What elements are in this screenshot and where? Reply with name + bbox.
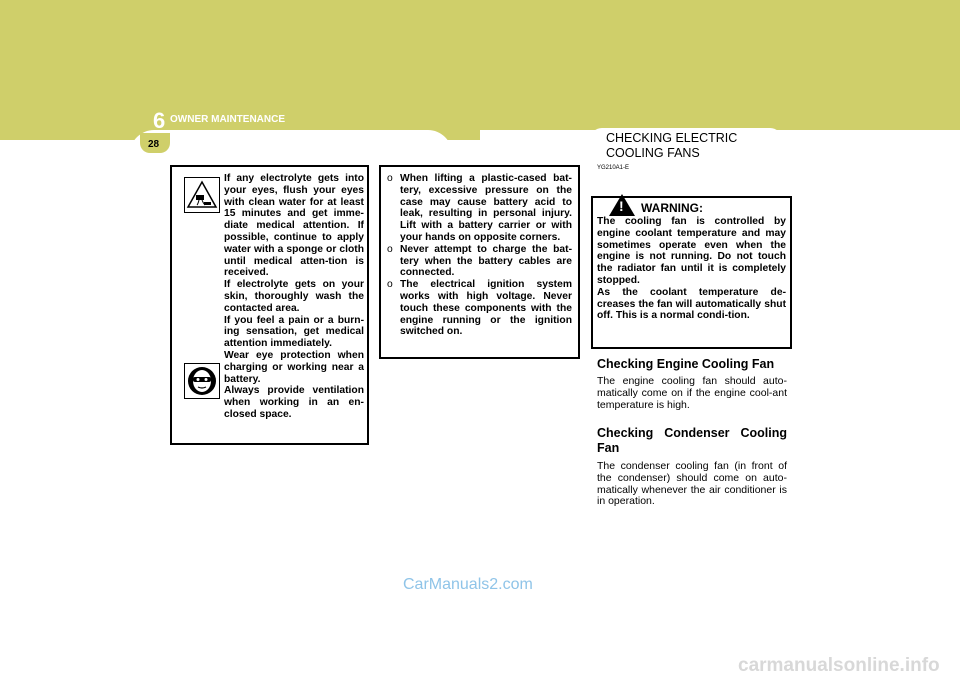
warning-exclamation: ! <box>619 198 624 214</box>
acid-hazard-icon <box>184 177 220 213</box>
electrolyte-caution-box <box>170 165 369 445</box>
bullet: o <box>387 243 393 255</box>
engine-fan-body: The engine cooling fan should auto-matically come on if the engine cool-ant temperature is high. <box>597 375 787 411</box>
caution-paragraph: If electrolyte gets on your skin, thoroughly wash the contacted area. <box>224 279 364 314</box>
condenser-fan-body: The condenser cooling fan (in front of the condenser) should come on auto-matically whenever the air conditioner is in operation. <box>597 460 787 508</box>
list-item <box>387 279 572 338</box>
watermark-link[interactable]: CarManuals2.com <box>403 576 533 593</box>
list-item-text: The electrical ignition system works with high voltage. Never touch these components with the engine running or the ignition switched on. <box>400 279 572 338</box>
battery-handling-box <box>379 165 580 359</box>
warning-label: WARNING: <box>641 201 703 215</box>
section-code: YG210A1-E <box>597 165 630 171</box>
electrolyte-caution-text <box>224 173 364 421</box>
bullet: o <box>387 173 393 184</box>
page-number: 28 <box>148 139 160 150</box>
caution-paragraph: If any electrolyte gets into your eyes, flush your eyes with clean water for at least 15 minutes and get imme-diate medical attention. If possible, continue to apply water with a sponge or cloth until medical atten-tion is received. <box>224 173 364 279</box>
caution-paragraph: Wear eye protection when charging or working near a battery. <box>224 349 364 385</box>
section-title: CHECKING ELECTRIC COOLING FANS <box>606 131 738 160</box>
engine-fan-heading: Checking Engine Cooling Fan <box>597 357 775 371</box>
list-item-text: When lifting a plastic-cased bat-tery, excessive pressure on the case may cause battery acid to leak, resulting in personal injury. Lift with a battery carrier or with your hands on opposite corners. <box>400 173 572 243</box>
warning-box <box>591 196 792 349</box>
list-item-text: Never attempt to charge the bat-tery when the battery cables are connected. <box>400 243 572 279</box>
bullet: o <box>387 279 393 291</box>
warning-paragraph: The cooling fan is controlled by engine coolant temperature and may sometimes operate even when the engine is not running. Do not touch the radiator fan until it is completely stopped. <box>597 216 786 286</box>
warning-text <box>597 216 786 322</box>
condenser-fan-heading: Checking Condenser Cooling Fan <box>597 426 787 455</box>
list-item <box>387 173 572 244</box>
watermark-text: carmanualsonline.info <box>738 655 940 676</box>
caution-paragraph: If you feel a pain or a burn-ing sensation, get medical attention immediately. <box>224 314 364 350</box>
list-item <box>387 244 572 279</box>
header-band <box>0 0 960 100</box>
warning-paragraph: As the coolant temperature de-creases the fan will automatically shut off. This is a normal condi-tion. <box>597 286 786 322</box>
chapter-number: 6 <box>153 108 166 133</box>
chapter-title: OWNER MAINTENANCE <box>170 114 285 125</box>
battery-handling-list <box>381 167 578 338</box>
caution-paragraph: Always provide ventilation when working in an en-closed space. <box>224 385 364 420</box>
eye-protection-icon <box>184 363 220 399</box>
